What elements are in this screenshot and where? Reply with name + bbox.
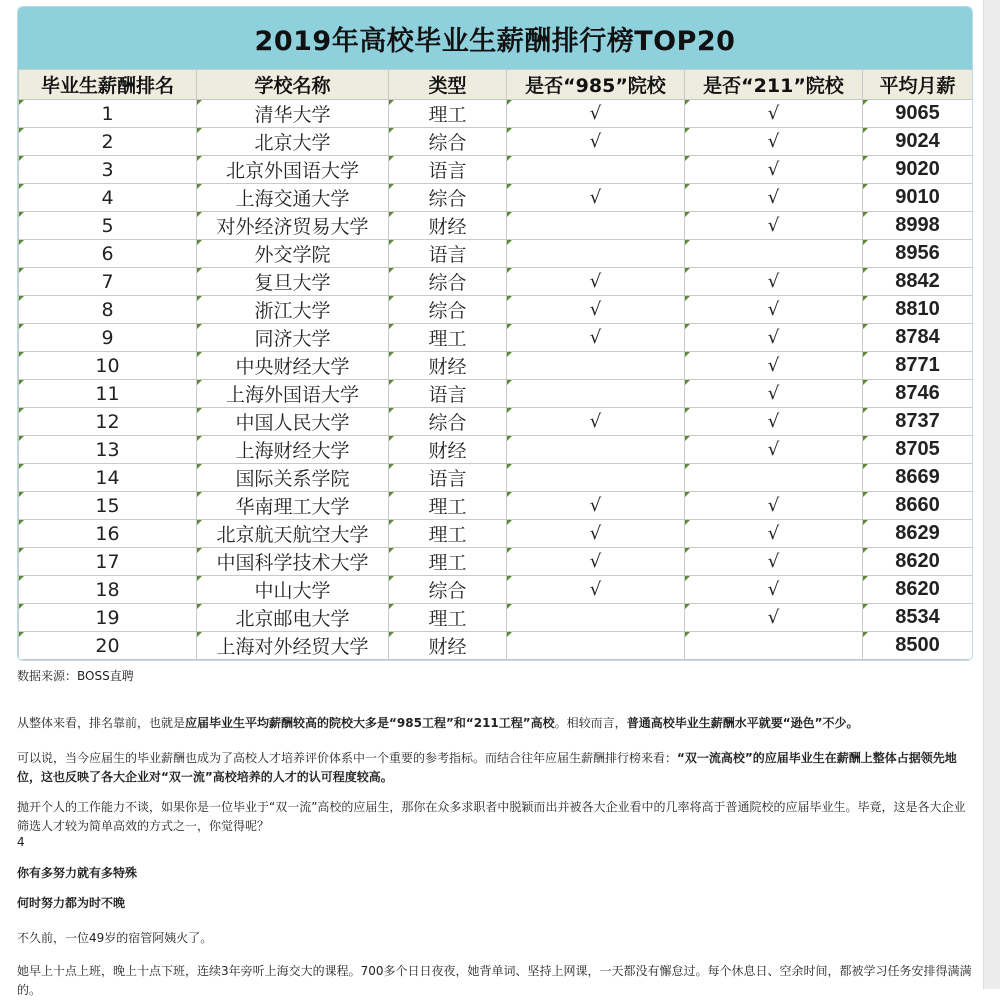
section-number: 4 bbox=[17, 835, 25, 849]
is211-cell: √ bbox=[685, 604, 863, 632]
rank-cell: 1 bbox=[19, 100, 197, 128]
salary-cell: 8660 bbox=[863, 492, 973, 520]
is211-cell: √ bbox=[685, 352, 863, 380]
paragraph-overview-bold-d: 普通高校毕业生薪酬水平就要“逊色”不少。 bbox=[626, 716, 859, 730]
paragraph-story-intro: 不久前，一位49岁的宿管阿姨火了。 bbox=[17, 931, 213, 945]
paragraph-overview-bold-b: 应届毕业生平均薪酬较高的院校大多是“985工程”和“211工程”高校 bbox=[185, 716, 555, 730]
rank-cell: 8 bbox=[19, 296, 197, 324]
salary-cell: 8669 bbox=[863, 464, 973, 492]
paragraph-overview-text-a: 从整体来看，排名靠前，也就是 bbox=[17, 716, 186, 730]
is985-cell: √ bbox=[507, 324, 685, 352]
header-rank: 毕业生薪酬排名 bbox=[19, 70, 197, 100]
table-row bbox=[19, 184, 973, 212]
paragraph-evaluation-text-a: 可以说，当今应届生的毕业薪酬也成为了高校人才培养评价体系中一个重要的参考指标。而结合往年应届生薪酬排行榜来看： bbox=[17, 751, 678, 765]
salary-cell: 8629 bbox=[863, 520, 973, 548]
is985-cell: √ bbox=[507, 296, 685, 324]
type-cell: 理工 bbox=[389, 548, 507, 576]
header-salary: 平均月薪 bbox=[863, 70, 973, 100]
type-cell: 综合 bbox=[389, 408, 507, 436]
table-body bbox=[19, 100, 973, 660]
school-name-cell: 华南理工大学 bbox=[197, 492, 389, 520]
type-cell: 综合 bbox=[389, 296, 507, 324]
table-row bbox=[19, 324, 973, 352]
type-cell: 理工 bbox=[389, 520, 507, 548]
table-title: 2019年高校毕业生薪酬排行榜TOP20 bbox=[18, 7, 972, 69]
rank-cell: 6 bbox=[19, 240, 197, 268]
is985-cell: √ bbox=[507, 548, 685, 576]
salary-cell: 9010 bbox=[863, 184, 973, 212]
school-name-cell: 北京外国语大学 bbox=[197, 156, 389, 184]
is211-cell: √ bbox=[685, 520, 863, 548]
type-cell: 综合 bbox=[389, 128, 507, 156]
is985-cell bbox=[507, 380, 685, 408]
type-cell: 理工 bbox=[389, 324, 507, 352]
header-type: 类型 bbox=[389, 70, 507, 100]
table-row bbox=[19, 156, 973, 184]
table-row bbox=[19, 408, 973, 436]
rank-cell: 14 bbox=[19, 464, 197, 492]
school-name-cell: 同济大学 bbox=[197, 324, 389, 352]
table-row bbox=[19, 352, 973, 380]
rank-cell: 19 bbox=[19, 604, 197, 632]
school-name-cell: 复旦大学 bbox=[197, 268, 389, 296]
salary-cell: 8705 bbox=[863, 436, 973, 464]
table-row bbox=[19, 128, 973, 156]
paragraph-overview bbox=[17, 714, 977, 731]
rank-cell: 16 bbox=[19, 520, 197, 548]
is211-cell: √ bbox=[685, 548, 863, 576]
is985-cell bbox=[507, 464, 685, 492]
paragraph-opinion: 抛开个人的工作能力不谈，如果你是一位毕业于“双一流”高校的应届生，那你在众多求职者中脱颖而出并被各大企业看中的几率将高于普通院校的应届毕业生。毕竟，这是各大企业筛选人才较为简单高效的方式之一，你觉得呢？ bbox=[17, 800, 966, 833]
school-name-cell: 上海对外经贸大学 bbox=[197, 632, 389, 660]
is211-cell: √ bbox=[685, 576, 863, 604]
is211-cell: √ bbox=[685, 156, 863, 184]
rank-cell: 11 bbox=[19, 380, 197, 408]
is211-cell: √ bbox=[685, 492, 863, 520]
is985-cell: √ bbox=[507, 520, 685, 548]
salary-cell: 8810 bbox=[863, 296, 973, 324]
type-cell: 综合 bbox=[389, 184, 507, 212]
vertical-scrollbar[interactable] bbox=[983, 0, 1000, 989]
is985-cell bbox=[507, 156, 685, 184]
rank-cell: 2 bbox=[19, 128, 197, 156]
school-name-cell: 北京邮电大学 bbox=[197, 604, 389, 632]
table-row bbox=[19, 632, 973, 660]
is211-cell: √ bbox=[685, 296, 863, 324]
rank-cell: 18 bbox=[19, 576, 197, 604]
type-cell: 语言 bbox=[389, 156, 507, 184]
school-name-cell: 外交学院 bbox=[197, 240, 389, 268]
is211-cell bbox=[685, 240, 863, 268]
salary-cell: 8771 bbox=[863, 352, 973, 380]
table-row bbox=[19, 212, 973, 240]
paragraph-evaluation bbox=[17, 749, 977, 787]
salary-ranking-table-container bbox=[17, 6, 973, 661]
table-header-row bbox=[19, 70, 973, 100]
salary-cell: 8620 bbox=[863, 548, 973, 576]
rank-cell: 17 bbox=[19, 548, 197, 576]
rank-cell: 12 bbox=[19, 408, 197, 436]
salary-cell: 8620 bbox=[863, 576, 973, 604]
table-row bbox=[19, 520, 973, 548]
rank-cell: 5 bbox=[19, 212, 197, 240]
table-row bbox=[19, 380, 973, 408]
is211-cell bbox=[685, 632, 863, 660]
is985-cell bbox=[507, 240, 685, 268]
is211-cell: √ bbox=[685, 100, 863, 128]
rank-cell: 9 bbox=[19, 324, 197, 352]
is985-cell: √ bbox=[507, 268, 685, 296]
rank-cell: 20 bbox=[19, 632, 197, 660]
is985-cell: √ bbox=[507, 576, 685, 604]
school-name-cell: 北京航天航空大学 bbox=[197, 520, 389, 548]
table-row bbox=[19, 576, 973, 604]
is985-cell: √ bbox=[507, 184, 685, 212]
type-cell: 综合 bbox=[389, 268, 507, 296]
school-name-cell: 国际关系学院 bbox=[197, 464, 389, 492]
is211-cell: √ bbox=[685, 380, 863, 408]
school-name-cell: 上海外国语大学 bbox=[197, 380, 389, 408]
section-subheading: 何时努力都为时不晚 bbox=[17, 896, 126, 910]
school-name-cell: 清华大学 bbox=[197, 100, 389, 128]
rank-cell: 10 bbox=[19, 352, 197, 380]
paragraph-story-detail: 她早上十点上班，晚上十点下班，连续3年旁听上海交大的课程。700多个日日夜夜，她背单词、坚持上网课，一天都没有懈怠过。每个休息日、空余时间，都被学习任务安排得满满的。 bbox=[17, 964, 972, 997]
is985-cell: √ bbox=[507, 408, 685, 436]
table-row bbox=[19, 464, 973, 492]
salary-cell: 9024 bbox=[863, 128, 973, 156]
rank-cell: 15 bbox=[19, 492, 197, 520]
school-name-cell: 上海交通大学 bbox=[197, 184, 389, 212]
is211-cell: √ bbox=[685, 212, 863, 240]
is985-cell bbox=[507, 212, 685, 240]
type-cell: 综合 bbox=[389, 576, 507, 604]
table-row bbox=[19, 268, 973, 296]
salary-ranking-table bbox=[18, 69, 973, 660]
table-row bbox=[19, 436, 973, 464]
salary-cell: 8784 bbox=[863, 324, 973, 352]
type-cell: 语言 bbox=[389, 380, 507, 408]
school-name-cell: 对外经济贸易大学 bbox=[197, 212, 389, 240]
school-name-cell: 上海财经大学 bbox=[197, 436, 389, 464]
is985-cell bbox=[507, 436, 685, 464]
is211-cell: √ bbox=[685, 324, 863, 352]
is211-cell: √ bbox=[685, 184, 863, 212]
salary-cell: 8500 bbox=[863, 632, 973, 660]
rank-cell: 3 bbox=[19, 156, 197, 184]
is985-cell bbox=[507, 632, 685, 660]
salary-cell: 8956 bbox=[863, 240, 973, 268]
type-cell: 语言 bbox=[389, 464, 507, 492]
data-source-note: 数据来源：BOSS直聘 bbox=[17, 669, 134, 683]
is985-cell bbox=[507, 604, 685, 632]
rank-cell: 13 bbox=[19, 436, 197, 464]
type-cell: 财经 bbox=[389, 352, 507, 380]
is211-cell: √ bbox=[685, 436, 863, 464]
school-name-cell: 中国科学技术大学 bbox=[197, 548, 389, 576]
type-cell: 理工 bbox=[389, 100, 507, 128]
school-name-cell: 浙江大学 bbox=[197, 296, 389, 324]
rank-cell: 7 bbox=[19, 268, 197, 296]
is211-cell: √ bbox=[685, 408, 863, 436]
salary-cell: 8842 bbox=[863, 268, 973, 296]
table-row bbox=[19, 296, 973, 324]
type-cell: 财经 bbox=[389, 632, 507, 660]
table-row bbox=[19, 492, 973, 520]
salary-cell: 9065 bbox=[863, 100, 973, 128]
type-cell: 理工 bbox=[389, 492, 507, 520]
is985-cell: √ bbox=[507, 492, 685, 520]
type-cell: 理工 bbox=[389, 604, 507, 632]
rank-cell: 4 bbox=[19, 184, 197, 212]
type-cell: 财经 bbox=[389, 436, 507, 464]
salary-cell: 8737 bbox=[863, 408, 973, 436]
salary-cell: 8998 bbox=[863, 212, 973, 240]
paragraph-overview-text-c: 。相较而言， bbox=[554, 716, 627, 730]
salary-cell: 8534 bbox=[863, 604, 973, 632]
type-cell: 财经 bbox=[389, 212, 507, 240]
header-school: 学校名称 bbox=[197, 70, 389, 100]
table-row bbox=[19, 100, 973, 128]
school-name-cell: 中央财经大学 bbox=[197, 352, 389, 380]
school-name-cell: 北京大学 bbox=[197, 128, 389, 156]
table-row bbox=[19, 240, 973, 268]
is985-cell: √ bbox=[507, 100, 685, 128]
is211-cell: √ bbox=[685, 268, 863, 296]
is985-cell bbox=[507, 352, 685, 380]
school-name-cell: 中山大学 bbox=[197, 576, 389, 604]
table-row bbox=[19, 548, 973, 576]
type-cell: 语言 bbox=[389, 240, 507, 268]
header-211: 是否“211”院校 bbox=[685, 70, 863, 100]
table-row bbox=[19, 604, 973, 632]
is211-cell: √ bbox=[685, 128, 863, 156]
paragraph-evaluation-bold-b: “双一流高校”的应届毕业生在薪酬上整体占据领先地位，这也反映了各大企业对“双一流”高校培养的人才的认可程度较高。 bbox=[17, 751, 957, 784]
salary-cell: 8746 bbox=[863, 380, 973, 408]
salary-cell: 9020 bbox=[863, 156, 973, 184]
is985-cell: √ bbox=[507, 128, 685, 156]
school-name-cell: 中国人民大学 bbox=[197, 408, 389, 436]
is211-cell bbox=[685, 464, 863, 492]
header-985: 是否“985”院校 bbox=[507, 70, 685, 100]
section-heading: 你有多努力就有多特殊 bbox=[17, 866, 138, 880]
